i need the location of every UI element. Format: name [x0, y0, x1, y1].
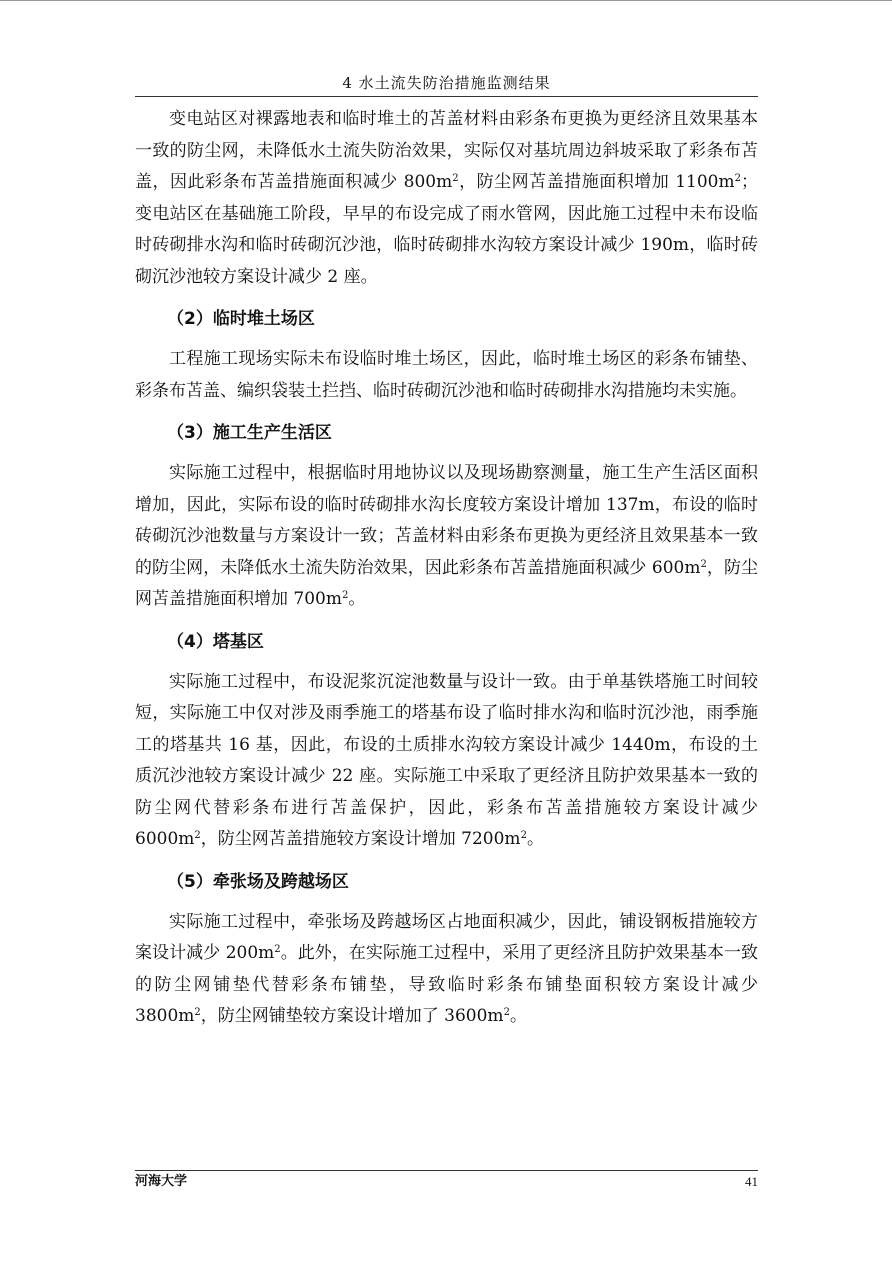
- superscript-exponent: 2: [452, 173, 459, 184]
- paragraph-text: ，防尘网苫盖措施面积增加 700m: [135, 557, 758, 609]
- body-paragraph: [135, 907, 758, 1033]
- section-heading: （5）牵张场及跨越场区: [167, 871, 349, 892]
- paragraph-text: 。此外，在实际施工过程中，采用了更经济且防护效果基本一致的防尘网铺垫代替彩条布铺垫，导致临时彩条布铺垫面积较方案设计减少 3800m: [135, 943, 758, 1026]
- page-number: 41: [745, 1174, 758, 1189]
- section-heading: （4）塔基区: [167, 631, 264, 652]
- body-paragraph: [135, 458, 758, 616]
- footer-rule: [135, 1170, 758, 1171]
- top-border-line: [0, 0, 892, 1]
- body-paragraph: [135, 344, 758, 407]
- superscript-exponent: 2: [734, 173, 741, 184]
- running-header-title: 4 水土流失防治措施监测结果: [342, 74, 551, 92]
- superscript-exponent: 2: [503, 1007, 510, 1018]
- paragraph-text: ，防尘网苫盖措施面积增加 1100m: [458, 172, 735, 192]
- superscript-exponent: 2: [700, 558, 707, 570]
- body-paragraph: [135, 667, 758, 856]
- paragraph-text: 。: [526, 829, 544, 849]
- section-heading: （3）施工生产生活区: [167, 423, 332, 443]
- paragraph-text: ；变电站区在基础施工阶段，早早的布设完成了雨水管网，因此施工过程中未布设临时砖砌排水沟和临时砖砌沉沙池，临时砖砌排水沟较方案设计减少 190m，临时砖砌沉沙池较方案设计减少 2 座。: [135, 172, 758, 287]
- paragraph-text: 实际施工过程中，根据临时用地协议以及现场勘察测量，施工生产生活区面积增加，因此，实际布设的临时砖砌排水沟长度较方案设计增加 137m，布设的临时砖砌沉沙池数量与方案设计一致；苫盖材料由彩条布更换为更经济且效果基本一致的防尘网，未降低水土流失防治效果，因此彩条布苫盖措施面积减少 600m: [135, 463, 758, 578]
- superscript-exponent: 2: [194, 1007, 201, 1018]
- paragraph-text: 实际施工过程中，布设泥浆沉淀池数量与设计一致。由于单基铁塔施工时间较短，实际施工中仅对涉及雨季施工的塔基布设了临时排水沟和临时沉沙池，雨季施工的塔基共 16 基，因此，布设的土质排水沟较方案设计减少 1440m，布设的土质沉沙池较方案设计减少 22 座。实际施工中采取了更经济且防护效果基本一致的防尘网代替彩条布进行苫盖保护，因此，彩条布苫盖措施较方案设计减少 6000m: [135, 671, 758, 849]
- header-rule: [135, 96, 758, 97]
- superscript-exponent: 2: [520, 830, 527, 841]
- paragraph-text: ，防尘网铺垫较方案设计增加了 3600m: [200, 1006, 504, 1026]
- superscript-exponent: 2: [274, 944, 281, 955]
- body-paragraph: [135, 104, 758, 293]
- document-body: [135, 104, 758, 1033]
- superscript-exponent: 2: [194, 830, 201, 841]
- paragraph-text: 工程施工现场实际未布设临时堆土场区，因此，临时堆土场区的彩条布铺垫、彩条布苫盖、编织袋装土拦挡、临时砖砌沉沙池和临时砖砌排水沟措施均未实施。: [135, 349, 758, 401]
- superscript-exponent: 2: [341, 590, 349, 601]
- paragraph-text: ，防尘网苫盖措施较方案设计增加 7200m: [200, 829, 521, 849]
- paragraph-text: 。: [348, 589, 366, 609]
- paragraph-text: 。: [509, 1006, 527, 1026]
- paragraph-text: 实际施工过程中，牵张场及跨越场区占地面积减少，因此，铺设钢板措施较方案设计减少 200m: [135, 911, 758, 963]
- section-heading: （2）临时堆土场区: [167, 309, 315, 329]
- footer-institution: 河海大学: [135, 1174, 188, 1189]
- paragraph-text: 变电站区对裸露地表和临时堆土的苫盖材料由彩条布更换为更经济且效果基本一致的防尘网，未降低水土流失防治效果，实际仅对基坑周边斜坡采取了彩条布苫盖，因此彩条布苫盖措施面积减少 800m: [135, 109, 758, 192]
